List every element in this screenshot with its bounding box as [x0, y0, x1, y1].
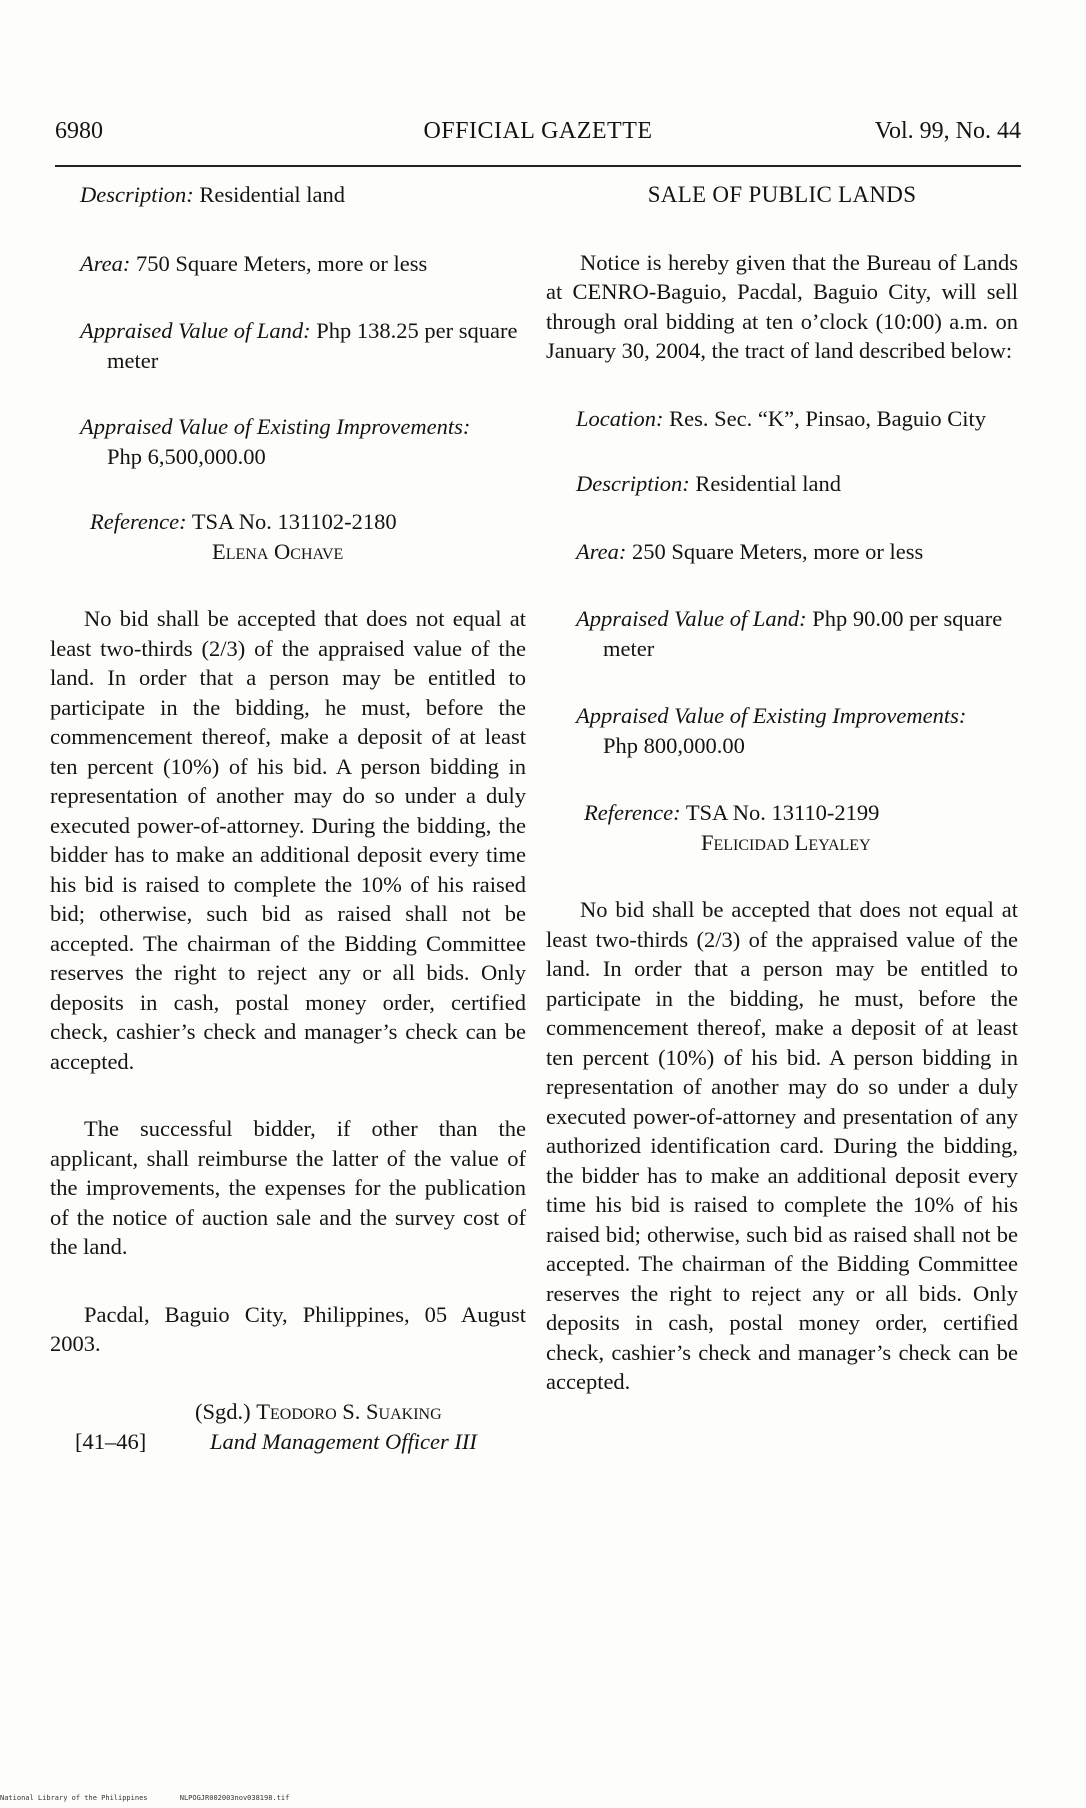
- signatory-name: Teodoro S. Suaking: [256, 1398, 442, 1424]
- issue-code: [41–46]: [75, 1428, 147, 1454]
- area-label: Area:: [576, 538, 627, 564]
- notice-paragraph: Notice is hereby given that the Bureau of Lands at CENRO-Baguio, Pacdal, Baguio City, will sell through oral bidding at ten o’clock (10:00) a.m. on January 30, 2004, the tract of land described below:: [546, 249, 1018, 363]
- left-description: [80, 180, 526, 210]
- right-land-value: [576, 604, 1023, 663]
- improvements-label: Appraised Value of Existing Improvements:: [80, 414, 471, 439]
- right-improvements: [576, 701, 1018, 731]
- description-label: Description:: [576, 471, 690, 496]
- right-reference-name: Felicidad Leyaley: [701, 829, 871, 855]
- scan-footer: [0, 1794, 317, 1802]
- left-improvements-value: Php 6,500,000.00: [107, 443, 266, 469]
- reference-label: Reference:: [584, 800, 681, 825]
- left-land-value: [80, 316, 527, 375]
- description-value: Residential land: [695, 471, 841, 496]
- improvements-label: Appraised Value of Existing Improvements:: [576, 703, 967, 728]
- right-column: [546, 180, 1018, 1397]
- area-value: 750 Square Meters, more or less: [136, 250, 428, 276]
- signed-prefix: (Sgd.): [195, 1398, 251, 1424]
- land-value-value: Php 138.25 per square meter: [107, 318, 518, 373]
- library-credit: National Library of the Philippines: [0, 1794, 148, 1802]
- right-reference: [584, 798, 1018, 828]
- signatory-line: [195, 1397, 442, 1427]
- signatory-title: Land Management Officer III: [210, 1428, 477, 1454]
- right-bid-paragraph: No bid shall be accepted that does not equal at least two-thirds (2/3) of the appraised value of the land. In order that a person may be entitled to participate in the bidding, he must, before the commencement thereof, make a deposit of at least ten percent (10%) of his bid. A person bidding in representation of another may do so under a duly executed power-of-attorney and presentation of any authorized identification card. During the bidding, the bidder has to make an additional deposit every time his bid is raised to complete the 10% of his raised bid; otherwise, such bid as raised shall not be accepted. The chairman of the Bidding Committee reserves the right to reject any or all bids. Only deposits in cash, postal money order, certified check, cashier’s check and manager’s check can be accepted.: [546, 897, 1018, 1394]
- publication-title: OFFICIAL GAZETTE: [423, 118, 653, 144]
- left-bid-paragraph: No bid shall be accepted that does not equal at least two-thirds (2/3) of the appraised value of the land. In order that a person may be entitled to participate in the bidding, he must, before the commencement thereof, make a deposit of at least ten percent (10%) of his bid. A person bidding in representation of another may do so under a duly executed power-of-attorney. During the bidding, the bidder has to make an additional deposit every time his bid is raised to complete the 10% of his raised bid; otherwise, such bid as raised shall not be accepted. The chairman of the Bidding Committee reserves the right to reject any or all bids. Only deposits in cash, postal money order, certified check, cashier’s check and manager’s check can be accepted.: [50, 606, 526, 1074]
- file-name: NLPOGJR002003nov038198.tif: [179, 1794, 290, 1802]
- page-header: [55, 118, 1021, 152]
- location-value: Res. Sec. “K”, Pinsao, Baguio City: [669, 405, 986, 431]
- left-reference-name: Elena Ochave: [212, 538, 344, 564]
- page-number: 6980: [55, 118, 103, 144]
- description-value: Residential land: [199, 182, 345, 207]
- header-rule: [55, 165, 1021, 167]
- place-date: Pacdal, Baguio City, Philippines, 05 August 2003.: [50, 1301, 526, 1356]
- left-improvements: [80, 412, 526, 442]
- right-location: [576, 404, 1018, 434]
- left-reference: [90, 507, 526, 537]
- left-area: [80, 249, 526, 279]
- area-value: 250 Square Meters, more or less: [632, 538, 924, 564]
- area-label: Area:: [80, 250, 131, 276]
- left-reimburse-paragraph: The successful bidder, if other than the applicant, shall reimburse the latter of the value of the improvements, the expenses for the publication of the notice of auction sale and the survey cost of the land.: [50, 1116, 526, 1259]
- land-value-label: Appraised Value of Land:: [576, 606, 807, 631]
- volume-number: Vol. 99, No. 44: [874, 118, 1021, 144]
- reference-value: TSA No. 131102-2180: [191, 509, 397, 534]
- land-value-label: Appraised Value of Land:: [80, 318, 311, 343]
- reference-value: TSA No. 13110-2199: [685, 800, 880, 825]
- left-column: [50, 180, 526, 1461]
- right-area: [576, 537, 1018, 567]
- signature-block: [50, 1397, 526, 1461]
- right-description: [576, 469, 1018, 499]
- location-label: Location:: [576, 405, 664, 431]
- right-improvements-value: Php 800,000.00: [603, 732, 745, 758]
- section-heading: SALE OF PUBLIC LANDS: [647, 182, 917, 207]
- land-value-value: Php 90.00 per square meter: [603, 606, 1003, 661]
- description-label: Description:: [80, 182, 194, 207]
- reference-label: Reference:: [90, 509, 187, 534]
